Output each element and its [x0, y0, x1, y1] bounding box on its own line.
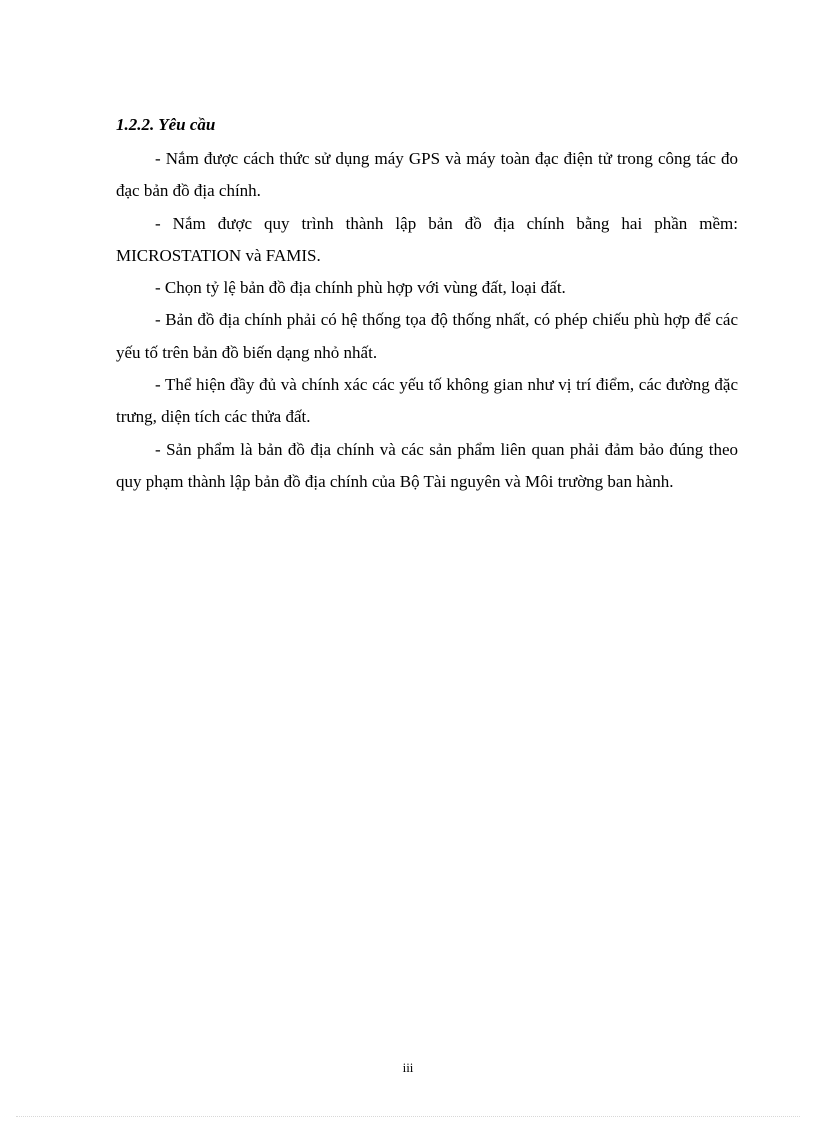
page-number: iii — [402, 1060, 414, 1075]
section-heading: 1.2.2. Yêu cầu — [116, 115, 216, 134]
page-bottom-divider — [16, 1116, 800, 1117]
requirement-paragraph: - Sản phẩm là bản đồ địa chính và các sản phẩm liên quan phải đảm bảo đúng theo quy phạm thành lập bản đồ địa chính của Bộ Tài nguyên và Môi trường ban hành. — [116, 439, 738, 491]
requirement-paragraph: - Nắm được quy trình thành lập bản đồ địa chính bằng hai phần mềm: MICROSTATION và FAMIS. — [116, 213, 738, 265]
requirement-paragraph: - Nắm được cách thức sử dụng máy GPS và máy toàn đạc điện tử trong công tác đo đạc bản đồ địa chính. — [116, 149, 738, 201]
requirement-paragraph: - Thể hiện đầy đủ và chính xác các yếu tố không gian như vị trí điểm, các đường đặc trưng, diện tích các thửa đất. — [116, 375, 738, 427]
requirement-paragraph: - Chọn tỷ lệ bản đồ địa chính phù hợp với vùng đất, loại đất. — [155, 278, 566, 298]
requirement-paragraph: - Bản đồ địa chính phải có hệ thống tọa độ thống nhất, có phép chiếu phù hợp để các yếu tố trên bản đồ biến dạng nhỏ nhất. — [116, 310, 738, 362]
requirements-list — [116, 143, 738, 498]
